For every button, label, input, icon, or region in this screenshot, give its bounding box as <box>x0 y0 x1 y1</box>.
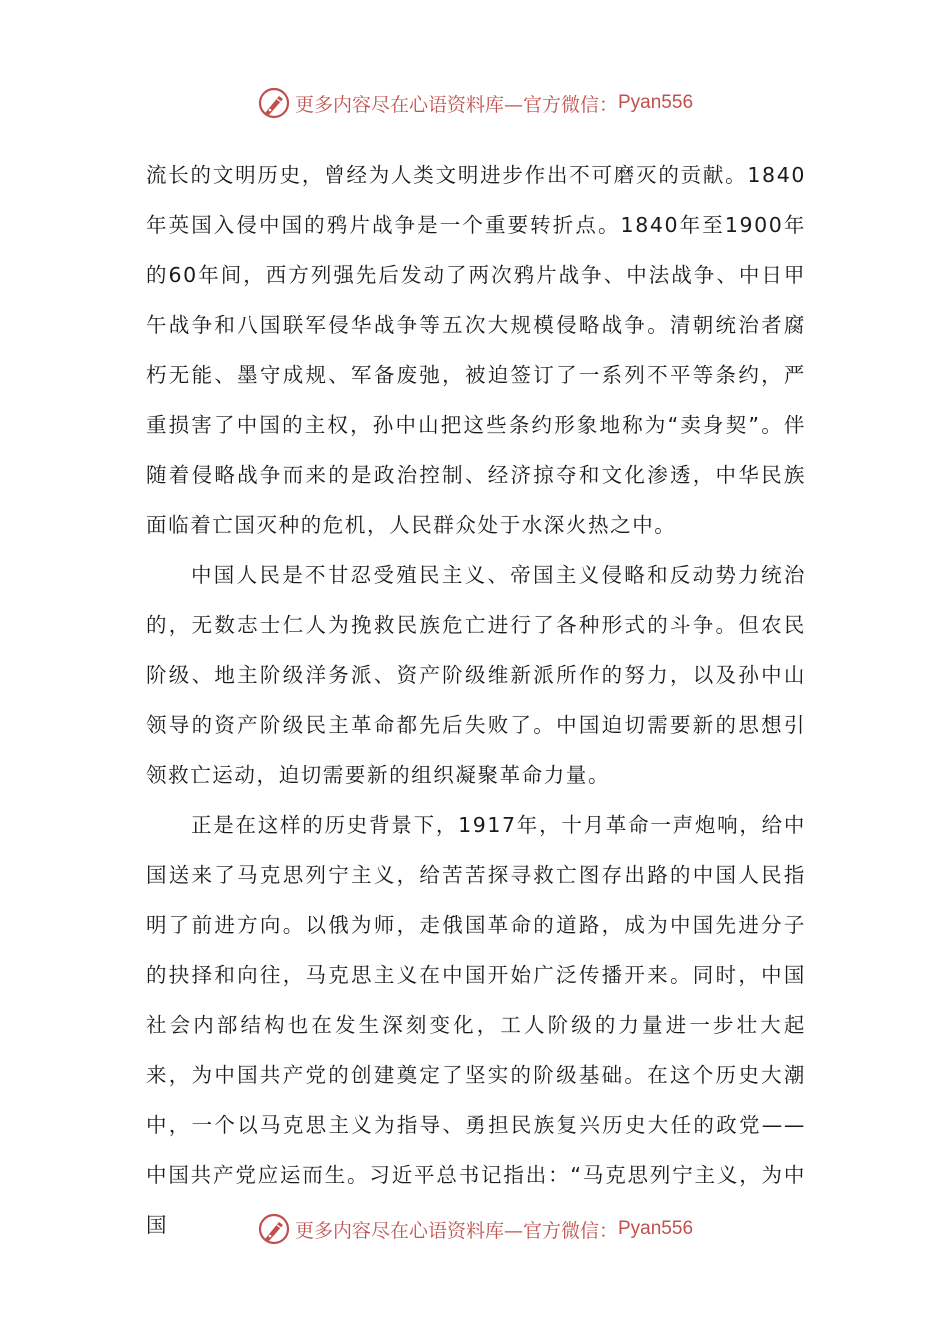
footer-watermark-banner <box>0 1209 950 1249</box>
banner-wechat-id: Pyan556 <box>618 1218 694 1239</box>
paragraph-2: 中国人民是不甘忍受殖民主义、帝国主义侵略和反动势力统治的，无数志士仁人为挽救民族危亡进行了各种形式的斗争。但农民阶级、地主阶级洋务派、资产阶级维新派所作的努力，以及孙中山领导的资产阶级民主革命都先后失败了。中国迫切需要新的思想引领救亡运动，迫切需要新的组织凝聚革命力量。 <box>146 563 806 787</box>
document-body <box>146 150 806 1250</box>
banner-wechat-id: Pyan556 <box>618 92 694 113</box>
banner-text: 更多内容尽在心语资料库—官方微信： <box>294 1219 618 1242</box>
header-watermark-banner <box>0 83 950 123</box>
pen-nib-circle-icon <box>257 86 291 120</box>
pen-nib-circle-icon <box>257 1212 291 1246</box>
paragraph-3: 正是在这样的历史背景下，1917年，十月革命一声炮响，给中国送来了马克思列宁主义，给苦苦探寻救亡图存出路的中国人民指明了前进方向。以俄为师，走俄国革命的道路，成为中国先进分子的抉择和向往，马克思主义在中国开始广泛传播开来。同时，中国社会内部结构也在发生深刻变化，工人阶级的力量进一步壮大起来，为中国共产党的创建奠定了坚实的阶级基础。在这个历史大潮中，一个以马克思主义为指导、勇担民族复兴历史大任的政党——中国共产党应运而生。习近平总书记指出：“马克思列宁主义，为中国 <box>146 813 806 1237</box>
banner-text: 更多内容尽在心语资料库—官方微信： <box>294 93 618 116</box>
paragraph-1: 流长的文明历史，曾经为人类文明进步作出不可磨灭的贡献。1840年英国入侵中国的鸦片战争是一个重要转折点。1840年至1900年的60年间，西方列强先后发动了两次鸦片战争、中法战争、中日甲午战争和八国联军侵华战争等五次大规模侵略战争。清朝统治者腐朽无能、墨守成规、军备废弛，被迫签订了一系列不平等条约，严重损害了中国的主权，孙中山把这些条约形象地称为“卖身契”。伴随着侵略战争而来的是政治控制、经济掠夺和文化渗透，中华民族面临着亡国灭种的危机，人民群众处于水深火热之中。 <box>146 163 806 537</box>
